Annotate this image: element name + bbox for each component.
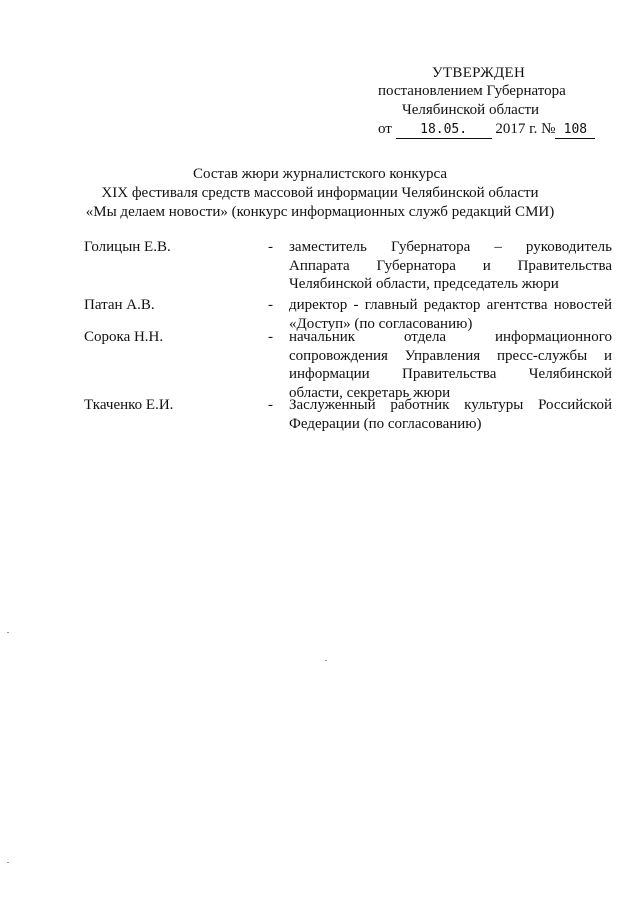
member-dash: - (268, 297, 273, 313)
member-role: начальник отдела информационного сопровождения Управления пресс-службы и информации Правительства Челябинской области, секретарь жюри (289, 329, 612, 401)
scan-speck (7, 862, 9, 863)
date-value: 18.05. (396, 122, 492, 139)
date-prefix: от (378, 121, 392, 137)
member-role: заместитель Губернатора – руководитель Аппарата Губернатора и Правительства Челябинской области, председатель жюри (289, 239, 612, 292)
member-role: Заслуженный работник культуры Российской Федерации (по согласованию) (289, 397, 612, 432)
heading-line-2: XIX фестиваля средств массовой информации Челябинской области (101, 185, 539, 201)
member-name: Сорока Н.Н. (84, 329, 164, 345)
member-role: директор - главный редактор агентства новостей «Доступ» (по согласованию) (289, 297, 612, 332)
approval-issuer: постановлением Губернатора (378, 83, 566, 99)
document-heading (60, 165, 580, 222)
decree-number: 108 (555, 122, 595, 139)
approval-title: УТВЕРЖДЕН (432, 65, 526, 81)
heading-line-1: Состав жюри журналистского конкурса (192, 166, 448, 182)
member-name: Ткаченко Е.И. (84, 397, 174, 413)
year-text: 2017 г. № (495, 121, 556, 137)
approval-region: Челябинской области (402, 102, 540, 118)
approval-date-line (378, 120, 595, 139)
member-name: Голицын Е.В. (84, 239, 171, 255)
scan-speck (7, 632, 9, 633)
member-dash: - (268, 329, 273, 345)
heading-line-3: «Мы делаем новости» (конкурс информационных служб редакций СМИ) (85, 204, 555, 220)
scan-speck (325, 660, 327, 661)
member-dash: - (268, 239, 273, 255)
member-name: Патан А.В. (84, 297, 155, 313)
member-dash: - (268, 397, 273, 413)
